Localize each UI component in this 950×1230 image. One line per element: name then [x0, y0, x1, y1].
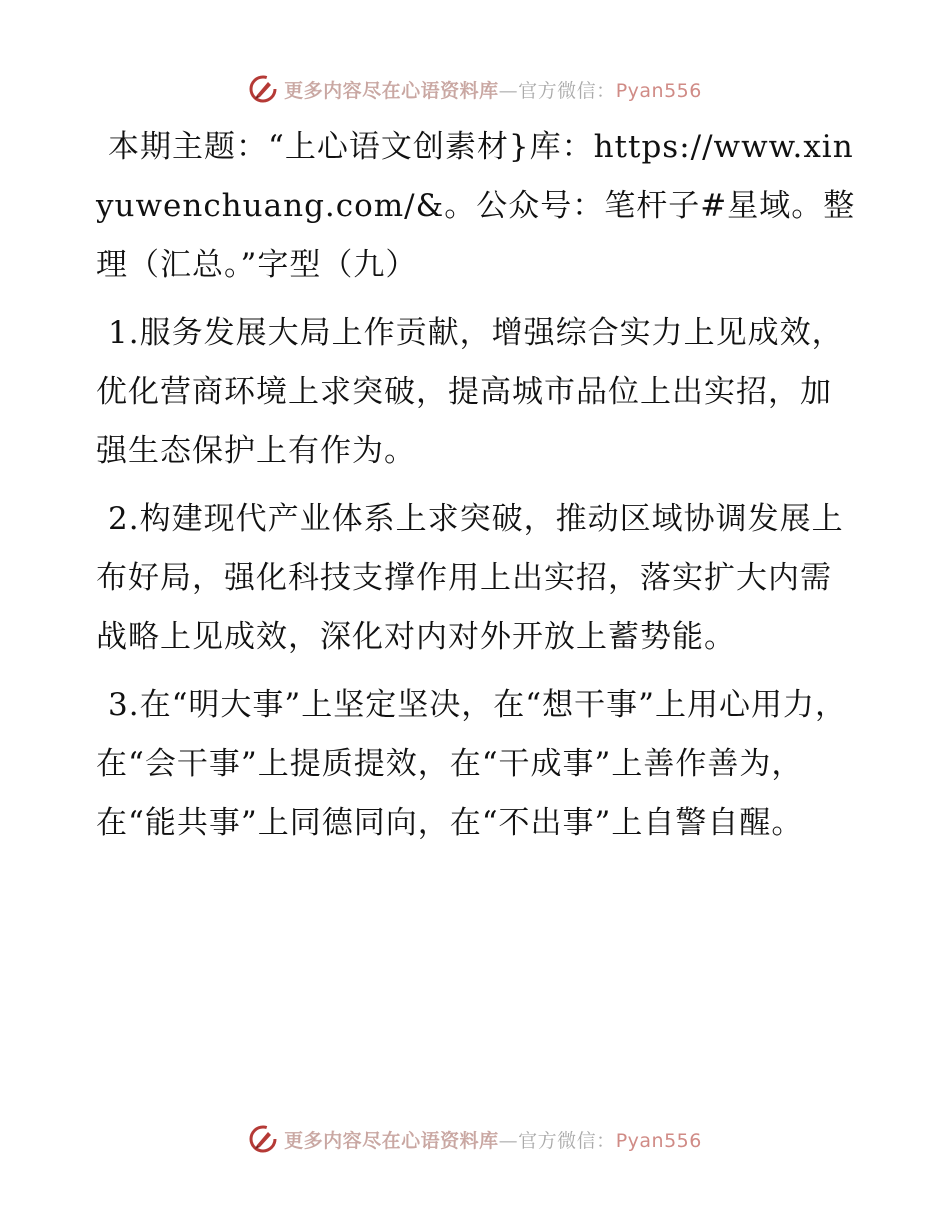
- footer-banner-line1: 更多内容尽在心语资料库: [284, 1129, 499, 1152]
- header-banner-handle: Pyan556: [615, 79, 702, 102]
- pen-nib-logo-icon: [248, 1124, 278, 1154]
- footer-banner-handle: Pyan556: [615, 1129, 702, 1152]
- footer-banner-dash: —: [498, 1129, 519, 1152]
- footer-banner-line2: 官方微信：: [518, 1129, 616, 1152]
- pen-nib-logo-icon: [248, 74, 278, 104]
- paragraph-1: 1.服务发展大局上作贡献，增强综合实力上见成效，优化营商环境上求突破，提高城市品位上出实招，加强生态保护上有作为。: [96, 315, 844, 469]
- header-banner: [0, 72, 950, 106]
- footer-banner-text: [284, 1126, 702, 1153]
- header-banner-text: [284, 76, 702, 103]
- document-body: [96, 118, 856, 862]
- paragraph-3: 3.在“明大事”上坚定坚决，在“想干事”上用心用力，在“会干事”上提质提效，在“干成事”上善作善为，在“能共事”上同德同向，在“不出事”上自警自醒。: [96, 687, 847, 841]
- header-banner-line2: 官方微信：: [518, 79, 616, 102]
- header-banner-line1: 更多内容尽在心语资料库: [284, 79, 499, 102]
- paragraph-topic: 本期主题：“上心语文创素材}库：https://www.xinyuwenchuang.com/&。公众号：笔杆子#星域。整理（汇总。”字型（九）: [96, 129, 856, 283]
- paragraph-2: 2.构建现代产业体系上求突破，推动区域协调发展上布好局，强化科技支撑作用上出实招，落实扩大内需战略上见成效，深化对内对外开放上蓄势能。: [96, 501, 844, 655]
- footer-banner: [0, 1122, 950, 1156]
- header-banner-dash: —: [498, 79, 519, 102]
